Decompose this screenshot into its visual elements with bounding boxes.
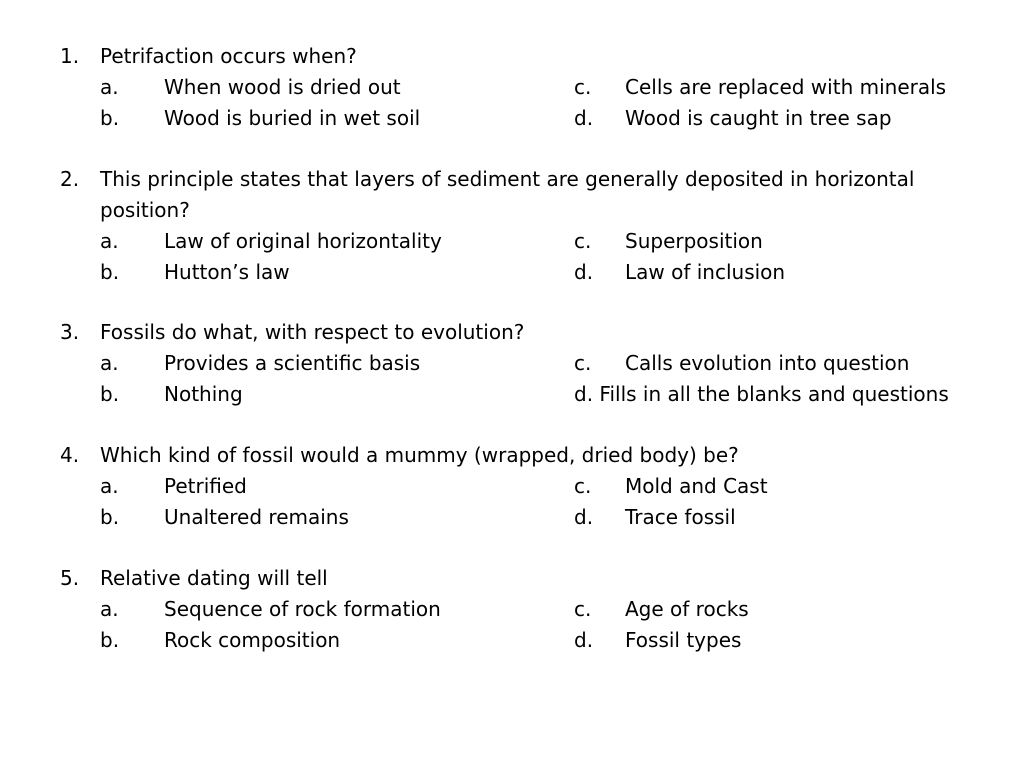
question-text: position? <box>100 198 190 222</box>
option-c-letter: c. <box>574 474 592 498</box>
option-a-text: Petrified <box>164 474 247 498</box>
option-a-text: Law of original horizontality <box>164 229 442 253</box>
option-b-letter: b. <box>100 505 120 529</box>
option-c-text: Superposition <box>625 229 763 253</box>
option-row <box>0 72 1024 103</box>
option-d-text: Wood is caught in tree sap <box>625 106 892 130</box>
question-1-stem <box>0 41 1024 72</box>
question-4-stem <box>0 440 1024 471</box>
question-3 <box>0 317 1024 410</box>
option-b-text: Unaltered remains <box>164 505 349 529</box>
option-row <box>0 348 1024 379</box>
option-c-letter: c. <box>574 597 592 621</box>
question-text: Fossils do what, with respect to evolution? <box>100 320 525 344</box>
option-row <box>0 471 1024 502</box>
option-row <box>0 625 1024 656</box>
option-row <box>0 226 1024 257</box>
option-a-letter: a. <box>100 597 119 621</box>
question-number: 2. <box>60 167 80 191</box>
option-b-letter: b. <box>100 260 120 284</box>
option-row <box>0 594 1024 625</box>
question-number: 1. <box>60 44 80 68</box>
question-text: Relative dating will tell <box>100 566 328 590</box>
option-b-letter: b. <box>100 106 120 130</box>
question-number: 5. <box>60 566 80 590</box>
option-d-letter: d. <box>574 106 594 130</box>
option-a-letter: a. <box>100 474 119 498</box>
question-5 <box>0 563 1024 656</box>
question-text: This principle states that layers of sediment are generally deposited in horizontal <box>100 167 915 191</box>
option-a-letter: a. <box>100 75 119 99</box>
option-b-text: Nothing <box>164 382 243 406</box>
option-c-letter: c. <box>574 75 592 99</box>
option-c-text: Cells are replaced with minerals <box>625 75 947 99</box>
question-2-stem <box>0 164 1024 195</box>
option-a-text: When wood is dried out <box>164 75 401 99</box>
option-b-text: Hutton’s law <box>164 260 290 284</box>
option-a-text: Provides a scientific basis <box>164 351 421 375</box>
option-b-text: Wood is buried in wet soil <box>164 106 421 130</box>
question-number: 4. <box>60 443 80 467</box>
option-d-text: d. Fills in all the blanks and questions <box>574 382 949 406</box>
question-4 <box>0 440 1024 533</box>
question-1 <box>0 41 1024 134</box>
option-d-text: Trace fossil <box>625 505 736 529</box>
question-2-stem-continued <box>0 195 1024 226</box>
question-number: 3. <box>60 320 80 344</box>
option-c-text: Calls evolution into question <box>625 351 910 375</box>
option-c-text: Age of rocks <box>625 597 749 621</box>
option-b-letter: b. <box>100 628 120 652</box>
question-3-stem <box>0 317 1024 348</box>
option-row <box>0 502 1024 533</box>
option-row <box>0 379 1024 410</box>
option-c-letter: c. <box>574 351 592 375</box>
question-5-stem <box>0 563 1024 594</box>
option-c-text: Mold and Cast <box>625 474 768 498</box>
option-a-text: Sequence of rock formation <box>164 597 441 621</box>
option-row <box>0 257 1024 288</box>
option-d-letter: d. <box>574 628 594 652</box>
option-d-letter: d. <box>574 505 594 529</box>
question-2 <box>0 164 1024 288</box>
question-text: Which kind of fossil would a mummy (wrapped, dried body) be? <box>100 443 739 467</box>
option-d-letter: d. <box>574 260 594 284</box>
question-text: Petrifaction occurs when? <box>100 44 357 68</box>
option-c-letter: c. <box>574 229 592 253</box>
option-d-text: Fossil types <box>625 628 742 652</box>
option-b-text: Rock composition <box>164 628 341 652</box>
option-row <box>0 103 1024 134</box>
option-d-text: Law of inclusion <box>625 260 786 284</box>
option-a-letter: a. <box>100 229 119 253</box>
option-b-letter: b. <box>100 382 120 406</box>
option-a-letter: a. <box>100 351 119 375</box>
